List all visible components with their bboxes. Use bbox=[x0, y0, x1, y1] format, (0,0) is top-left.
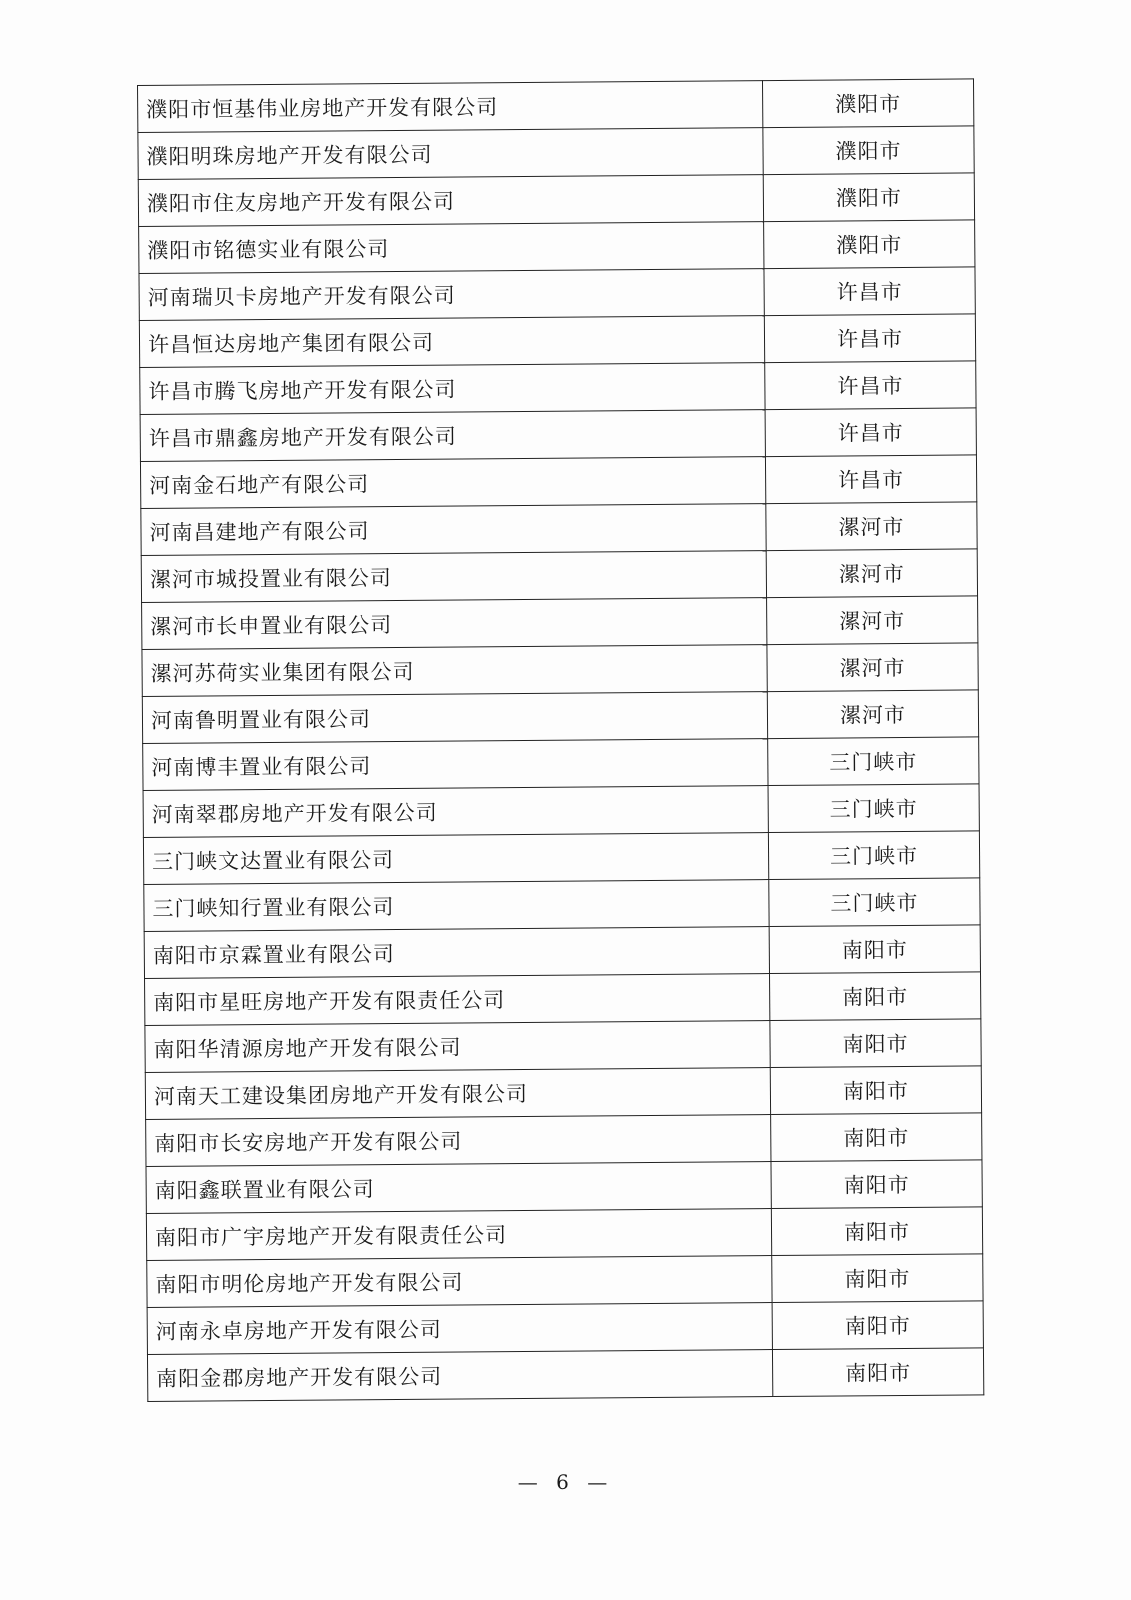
company-name-cell: 漯河市长申置业有限公司 bbox=[142, 598, 767, 650]
city-cell: 许昌市 bbox=[765, 455, 976, 504]
city-cell: 许昌市 bbox=[765, 408, 976, 457]
table-row bbox=[140, 408, 976, 462]
city-cell: 三门峡市 bbox=[768, 784, 979, 833]
city-cell: 濮阳市 bbox=[762, 79, 973, 128]
city-cell: 漯河市 bbox=[767, 643, 978, 692]
table-row bbox=[143, 831, 979, 885]
table-row bbox=[139, 267, 975, 321]
city-cell: 三门峡市 bbox=[768, 831, 979, 880]
city-cell: 南阳市 bbox=[772, 1301, 983, 1350]
city-cell: 漯河市 bbox=[766, 549, 977, 598]
table-row bbox=[139, 220, 975, 274]
city-cell: 南阳市 bbox=[769, 925, 980, 974]
company-name-cell: 河南昌建地产有限公司 bbox=[141, 504, 766, 556]
city-cell: 濮阳市 bbox=[764, 220, 975, 269]
city-cell: 南阳市 bbox=[771, 1113, 982, 1162]
table-row bbox=[145, 1019, 981, 1073]
city-cell: 濮阳市 bbox=[763, 173, 974, 222]
table-row bbox=[147, 1301, 983, 1355]
company-name-cell: 河南翠郡房地产开发有限公司 bbox=[143, 786, 768, 838]
table-row bbox=[142, 690, 978, 744]
table-row bbox=[140, 361, 976, 415]
table-row bbox=[138, 126, 974, 180]
company-name-cell: 南阳市京霖置业有限公司 bbox=[144, 927, 769, 979]
company-name-cell: 南阳市广宇房地产开发有限责任公司 bbox=[146, 1209, 771, 1261]
table-row bbox=[140, 455, 976, 509]
table-row bbox=[146, 1113, 982, 1167]
company-name-cell: 河南永卓房地产开发有限公司 bbox=[147, 1303, 772, 1355]
city-cell: 许昌市 bbox=[764, 267, 975, 316]
city-cell: 南阳市 bbox=[771, 1207, 982, 1256]
table-row bbox=[141, 549, 977, 603]
city-cell: 三门峡市 bbox=[769, 878, 980, 927]
table-row bbox=[144, 925, 980, 979]
company-name-cell: 濮阳市恒基伟业房地产开发有限公司 bbox=[138, 81, 763, 133]
company-name-cell: 河南金石地产有限公司 bbox=[140, 457, 765, 509]
company-name-cell: 三门峡知行置业有限公司 bbox=[144, 880, 769, 932]
company-name-cell: 南阳鑫联置业有限公司 bbox=[146, 1162, 771, 1214]
company-name-cell: 许昌市腾飞房地产开发有限公司 bbox=[140, 363, 765, 415]
city-cell: 三门峡市 bbox=[768, 737, 979, 786]
company-name-cell: 许昌市鼎鑫房地产开发有限公司 bbox=[140, 410, 765, 462]
city-cell: 许昌市 bbox=[764, 314, 975, 363]
company-name-cell: 南阳市明伦房地产开发有限公司 bbox=[147, 1256, 772, 1308]
table-row bbox=[139, 314, 975, 368]
company-name-cell: 河南瑞贝卡房地产开发有限公司 bbox=[139, 269, 764, 321]
company-name-cell: 河南鲁明置业有限公司 bbox=[142, 692, 767, 744]
company-name-cell: 南阳市长安房地产开发有限公司 bbox=[146, 1115, 771, 1167]
table-row bbox=[145, 972, 981, 1026]
city-cell: 漯河市 bbox=[766, 502, 977, 551]
table-row bbox=[144, 878, 980, 932]
company-name-cell: 濮阳市铭德实业有限公司 bbox=[139, 222, 764, 274]
company-name-cell: 许昌恒达房地产集团有限公司 bbox=[139, 316, 764, 368]
table-row bbox=[145, 1066, 981, 1120]
city-cell: 漯河市 bbox=[767, 596, 978, 645]
company-name-cell: 河南天工建设集团房地产开发有限公司 bbox=[145, 1068, 770, 1120]
table-row bbox=[147, 1348, 983, 1402]
page-number: — 6 — bbox=[517, 1470, 614, 1494]
table-row bbox=[146, 1207, 982, 1261]
company-name-cell: 濮阳明珠房地产开发有限公司 bbox=[138, 128, 763, 180]
company-name-cell: 濮阳市住友房地产开发有限公司 bbox=[138, 175, 763, 227]
company-name-cell: 三门峡文达置业有限公司 bbox=[143, 833, 768, 885]
table-body bbox=[138, 79, 984, 1402]
city-cell: 南阳市 bbox=[770, 1066, 981, 1115]
company-name-cell: 南阳金郡房地产开发有限公司 bbox=[147, 1350, 772, 1402]
table-row bbox=[143, 784, 979, 838]
company-name-cell: 南阳华清源房地产开发有限公司 bbox=[145, 1021, 770, 1073]
city-cell: 南阳市 bbox=[772, 1254, 983, 1303]
company-name-cell: 南阳市星旺房地产开发有限责任公司 bbox=[145, 974, 770, 1026]
city-cell: 濮阳市 bbox=[763, 126, 974, 175]
city-cell: 南阳市 bbox=[769, 972, 980, 1021]
company-name-cell: 漯河市城投置业有限公司 bbox=[141, 551, 766, 603]
table-row bbox=[147, 1254, 983, 1308]
table-row bbox=[146, 1160, 982, 1214]
city-cell: 许昌市 bbox=[765, 361, 976, 410]
table-row bbox=[138, 173, 974, 227]
table-row bbox=[143, 737, 979, 791]
city-cell: 漯河市 bbox=[767, 690, 978, 739]
company-name-cell: 河南博丰置业有限公司 bbox=[143, 739, 768, 791]
city-cell: 南阳市 bbox=[772, 1348, 983, 1397]
table-row bbox=[142, 643, 978, 697]
table-row bbox=[142, 596, 978, 650]
city-cell: 南阳市 bbox=[771, 1160, 982, 1209]
table-row bbox=[138, 79, 974, 133]
company-table bbox=[137, 78, 984, 1402]
city-cell: 南阳市 bbox=[770, 1019, 981, 1068]
company-name-cell: 漯河苏荷实业集团有限公司 bbox=[142, 645, 767, 697]
table-row bbox=[141, 502, 977, 556]
